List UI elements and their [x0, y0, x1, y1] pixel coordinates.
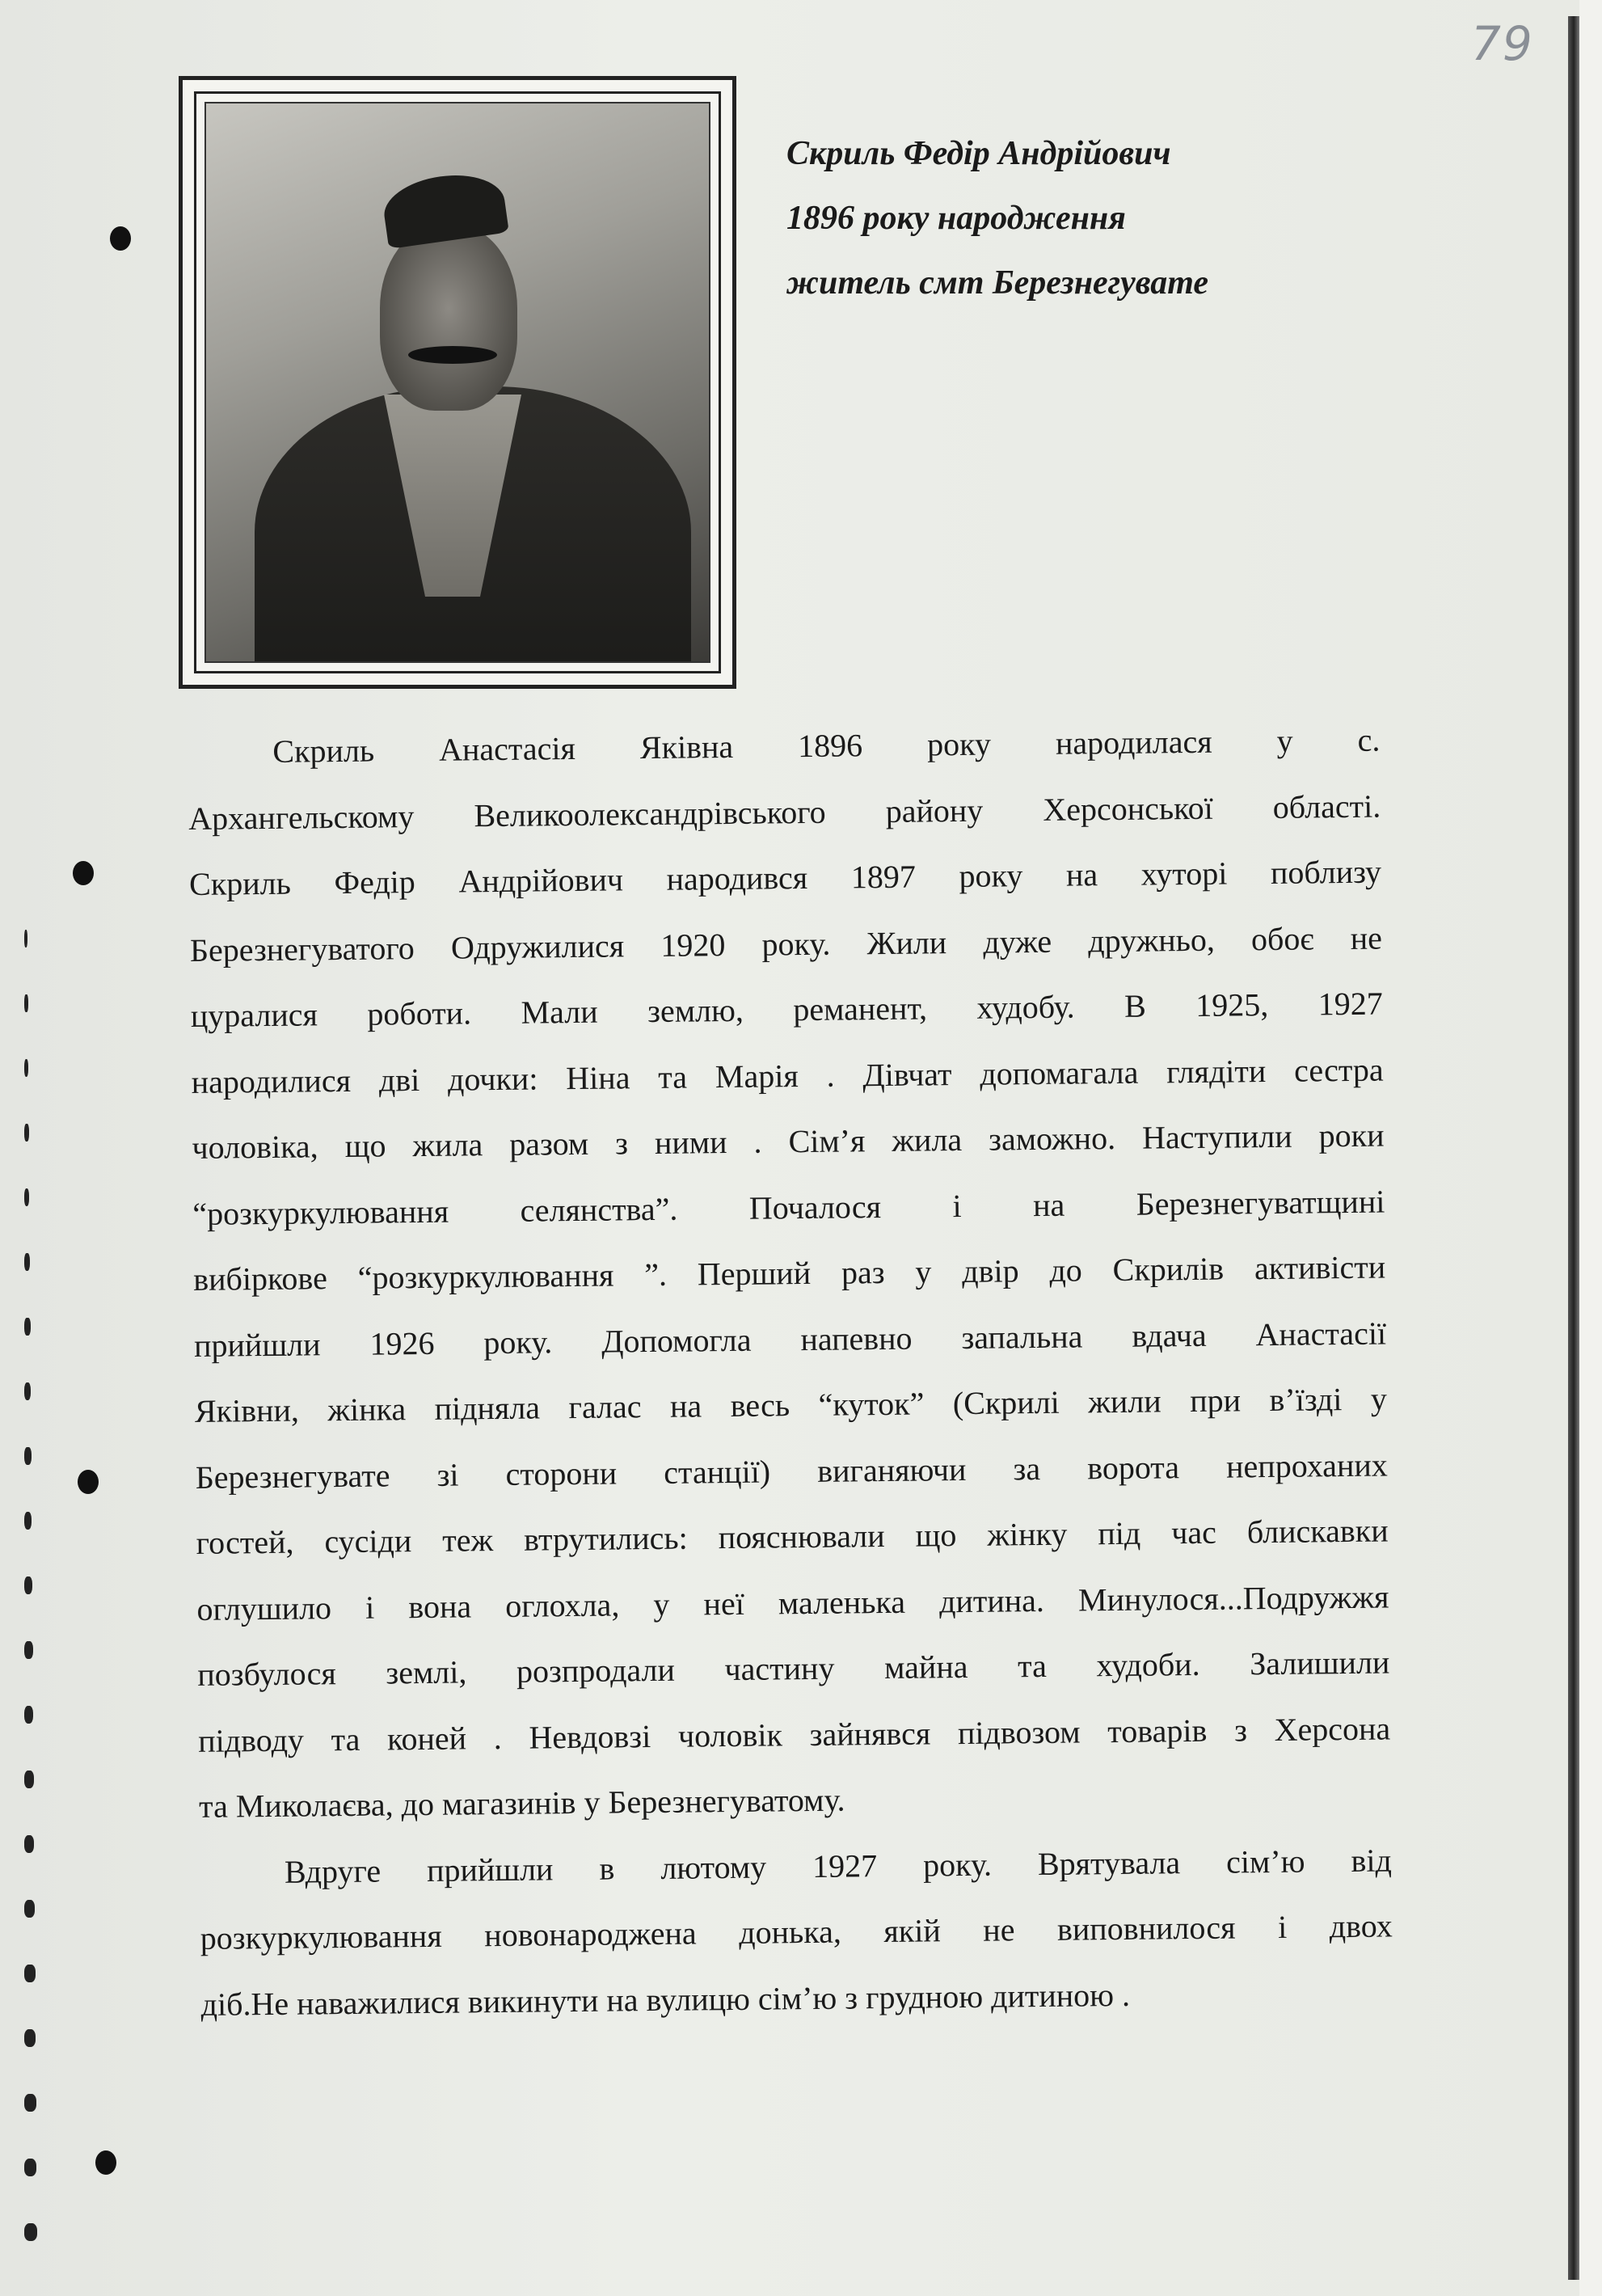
portrait-caption: [786, 121, 1208, 315]
binder-mark: [24, 2159, 36, 2176]
caption-birth: 1896 року народження: [786, 200, 1126, 237]
page-number: 79: [1471, 16, 1534, 71]
binder-mark: [24, 1382, 31, 1400]
caption-name: Скриль Федір Андрійович: [786, 135, 1171, 172]
binder-mark: [24, 1706, 33, 1724]
text-line: розкуркулювання новонароджена донька, якій не виповнилося і двох: [200, 1907, 1393, 1956]
binder-mark: [24, 994, 28, 1012]
body-text: [188, 707, 1393, 2037]
text-line: Скриль Анастасія Яківна 1896 року народилася у с.: [272, 721, 1381, 770]
punch-hole: [110, 226, 131, 251]
binder-mark: [24, 1641, 33, 1659]
binder-mark: [24, 1188, 29, 1206]
binder-mark: [24, 1447, 32, 1465]
binder-mark: [24, 1512, 32, 1530]
text-line: цуралися роботи. Мали землю, реманент, худобу. В 1925, 1927: [190, 985, 1383, 1034]
text-line: прийшли 1926 року. Допомогла напевно запальна вдача Анастасії: [193, 1315, 1387, 1364]
binder-mark: [24, 1318, 31, 1336]
binder-mark: [24, 1900, 35, 1918]
text-line: чоловіка, що жила разом з ними . Сім’я жила заможно. Наступили роки: [192, 1116, 1385, 1166]
binder-mark: [24, 1059, 28, 1077]
text-line: “розкуркулювання селянства”. Почалося і на Березнегуватщині: [192, 1183, 1385, 1232]
caption-residence: житель смт Березнегувате: [786, 264, 1209, 302]
text-line: гостей, сусіди теж втрутились: пояснювали що жінку під час блискавки: [196, 1512, 1389, 1561]
text-line: та Миколаєва, до магазинів у Березнегуватому.: [198, 1781, 845, 1825]
binder-mark: [24, 1771, 34, 1788]
text-line: народилися дві дочки: Ніна та Марія . Дівчат допомагала глядіти сестра: [191, 1051, 1384, 1100]
portrait-photo: [204, 102, 710, 663]
binder-mark: [24, 930, 27, 948]
binder-mark: [24, 1965, 36, 1982]
binder-mark: [24, 1124, 29, 1142]
text-line: оглушило і вона оглохла, у неї маленька дитина. Минулося...Подружжя: [196, 1577, 1389, 1627]
text-line: Скриль Федір Андрійович народився 1897 року на хуторі поблизу: [188, 853, 1382, 902]
text-line: Березнегувате зі сторони станції) виганяючи за ворота непроханих: [195, 1446, 1388, 1496]
portrait-frame: [179, 76, 736, 689]
punch-hole: [78, 1470, 99, 1494]
text-line: діб.Не наважилися викинути на вулицю сім’ю з грудною дитиною .: [200, 1976, 1131, 2023]
text-line: Вдруге прийшли в лютому 1927 року. Врятувала сім’ю від: [284, 1841, 1393, 1890]
text-line: Архангельскому Великоолександрівського району Херсонської області.: [188, 787, 1381, 837]
binder-mark: [24, 1576, 32, 1594]
binder-mark: [24, 1253, 30, 1271]
scan-edge-shadow: [1568, 16, 1579, 2280]
binder-mark: [24, 2094, 36, 2112]
punch-hole: [73, 861, 94, 885]
punch-hole: [95, 2150, 116, 2175]
scan-margin: [1579, 0, 1602, 2296]
text-line: Яківни, жінка підняла галас на весь “куток” (Скрилі жили при в’їзді у: [194, 1380, 1388, 1429]
text-line: підводу та коней . Невдовзі чоловік зайнявся підвозом товарів з Херсона: [197, 1709, 1391, 1759]
binder-mark: [24, 1835, 34, 1853]
binder-mark: [24, 2223, 37, 2241]
text-line: вибіркове “розкуркулювання ”. Перший раз у двір до Скрилів активісти: [193, 1248, 1386, 1298]
text-line: Березнегуватого Одружилися 1920 року. Жили дуже дружньо, обоє не: [189, 919, 1383, 969]
text-line: позбулося землі, розпродали частину майна та худоби. Залишили: [197, 1644, 1390, 1693]
binder-mark: [24, 2029, 36, 2047]
